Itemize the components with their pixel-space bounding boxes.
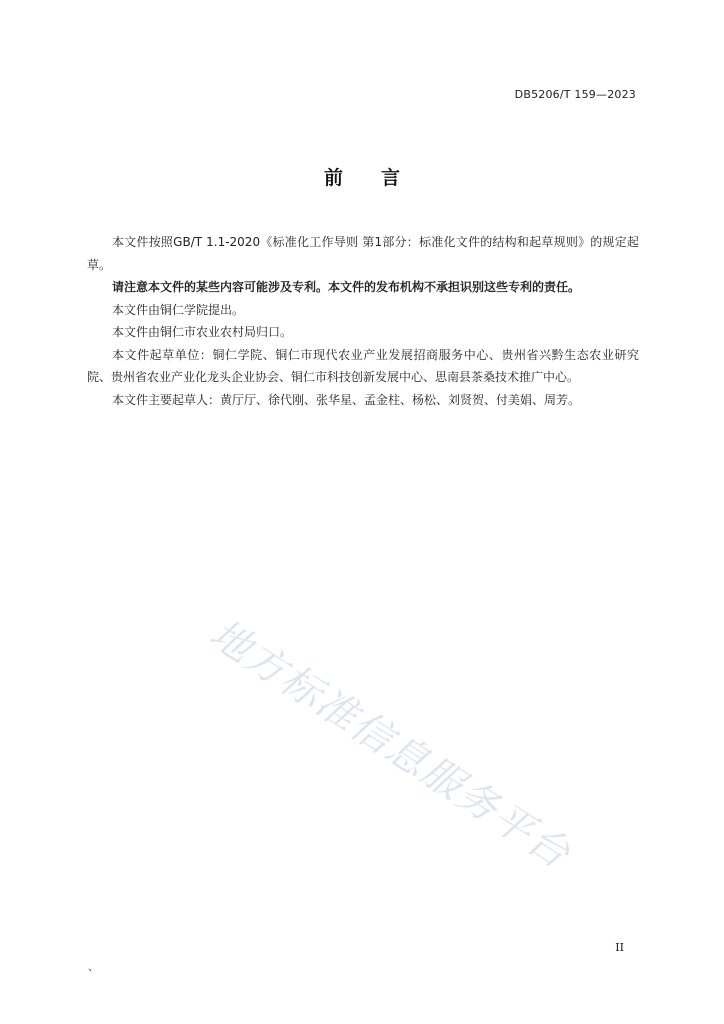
document-code: DB5206/T 159—2023 (514, 88, 636, 101)
page-number: II (615, 941, 624, 954)
paragraph-proposer: 本文件由铜仁学院提出。 (112, 302, 245, 317)
paragraph-drafting-rules: 本文件按照GB/T 1.1-2020《标准化工作导则 第1部分：标准化文件的结构和起草规则》的规定起草。 (87, 235, 639, 272)
page-title: 前言 (323, 167, 438, 189)
foreword-body (87, 231, 639, 411)
paragraph-administrator: 本文件由铜仁市农业农村局归口。 (112, 325, 293, 339)
paragraph-drafting-units: 本文件起草单位：铜仁学院、铜仁市现代农业产业发展招商服务中心、贵州省兴黔生态农业研究院、贵州省农业产业化龙头企业协会、铜仁市科技创新发展中心、思南县茶桑技术推广中心。 (87, 347, 639, 384)
watermark: 地方标准信息服务平台 (201, 610, 579, 879)
paragraph-drafters: 本文件主要起草人：黄厅厅、徐代刚、张华星、孟金柱、杨松、刘贤贺、付美娟、周芳。 (112, 392, 581, 407)
corner-mark: 、 (88, 960, 99, 973)
paragraph-patent-notice: 请注意本文件的某些内容可能涉及专利。本文件的发布机构不承担识别这些专利的责任。 (112, 280, 581, 294)
